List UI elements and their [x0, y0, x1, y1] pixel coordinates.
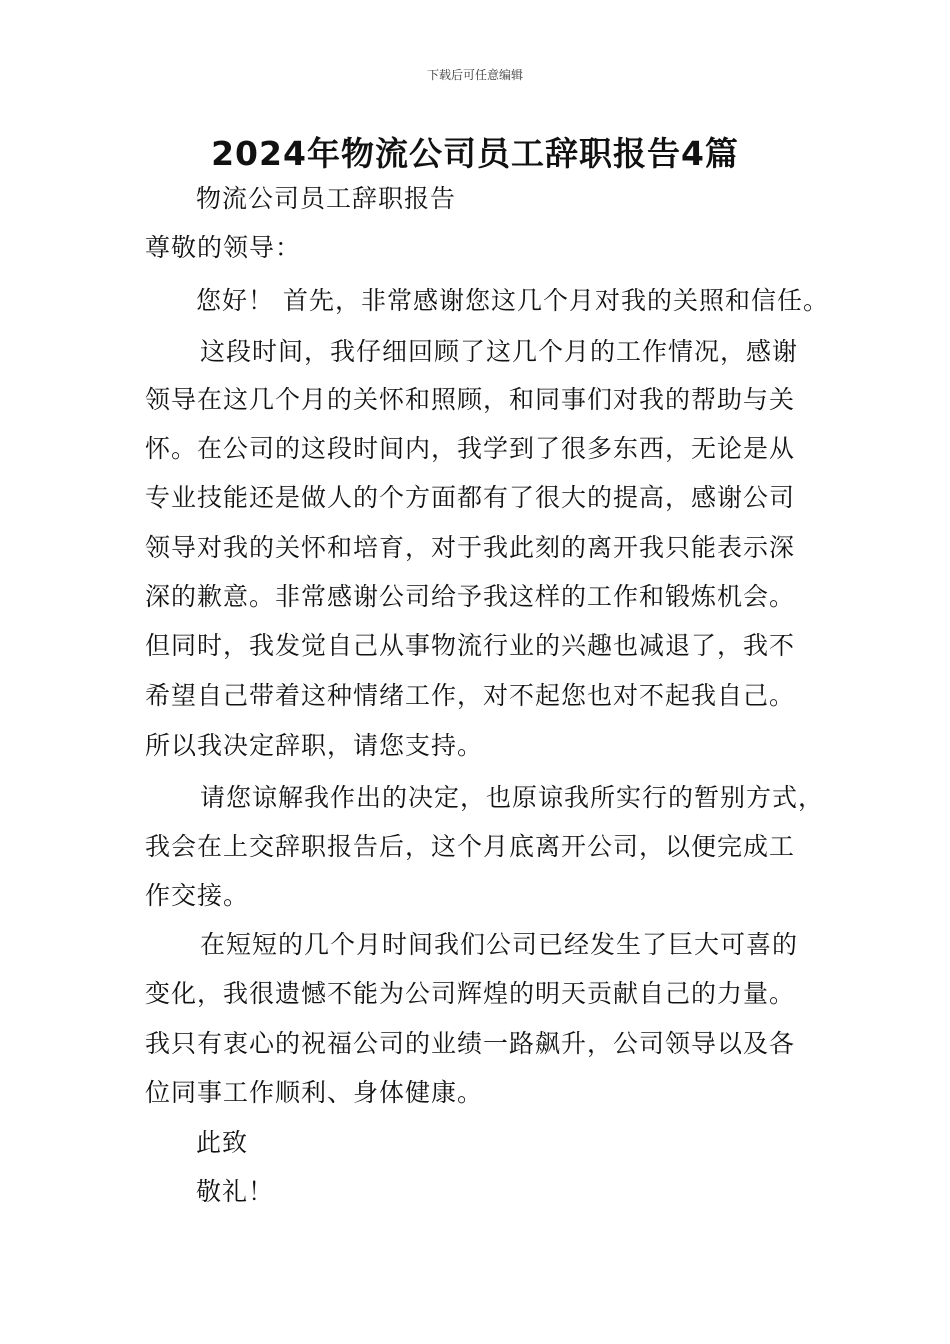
paragraph-line: 所以我决定辞职，请您支持。 — [145, 731, 484, 760]
paragraph-line: 在短短的几个月时间我们公司已经发生了巨大可喜的 — [200, 930, 799, 959]
document-title: 2024年物流公司员工辞职报告4篇 — [211, 134, 739, 173]
paragraph-line: 这段时间，我仔细回顾了这几个月的工作情况，感谢 — [200, 337, 799, 366]
paragraph-line: 我只有衷心的祝福公司的业绩一路飙升，公司领导以及各 — [145, 1029, 796, 1058]
closing-cizhi: 此致 — [196, 1128, 249, 1157]
subtitle: 物流公司员工辞职报告 — [196, 184, 457, 213]
closing-jingli: 敬礼！ — [196, 1177, 275, 1206]
paragraph-line: 作交接。 — [145, 881, 250, 910]
paragraph-line: 变化，我很遗憾不能为公司辉煌的明天贡献自己的力量。 — [145, 979, 796, 1008]
paragraph-line: 深的歉意。非常感谢公司给予我这样的工作和锻炼机会。 — [145, 582, 796, 611]
paragraph-line: 领导在这几个月的关怀和照顾，和同事们对我的帮助与关 — [145, 385, 796, 414]
greeting-line: 您好！ 首先，非常感谢您这几个月对我的关照和信任。 — [196, 286, 829, 315]
paragraph-line: 但同时，我发觉自己从事物流行业的兴趣也减退了，我不 — [145, 631, 796, 660]
paragraph-line: 位同事工作顺利、身体健康。 — [145, 1078, 484, 1107]
paragraph-line: 领导对我的关怀和培育，对于我此刻的离开我只能表示深 — [145, 533, 796, 562]
paragraph-line: 怀。在公司的这段时间内，我学到了很多东西，无论是从 — [145, 434, 796, 463]
paragraph-line: 我会在上交辞职报告后，这个月底离开公司，以便完成工 — [145, 832, 796, 861]
header-note: 下载后可任意编辑 — [426, 68, 523, 82]
salutation: 尊敬的领导： — [145, 233, 302, 262]
paragraph-line: 专业技能还是做人的个方面都有了很大的提高，感谢公司 — [145, 483, 796, 512]
paragraph-line: 希望自己带着这种情绪工作，对不起您也对不起我自己。 — [145, 681, 796, 710]
paragraph-line: 请您谅解我作出的决定，也原谅我所实行的暂别方式， — [200, 783, 825, 812]
